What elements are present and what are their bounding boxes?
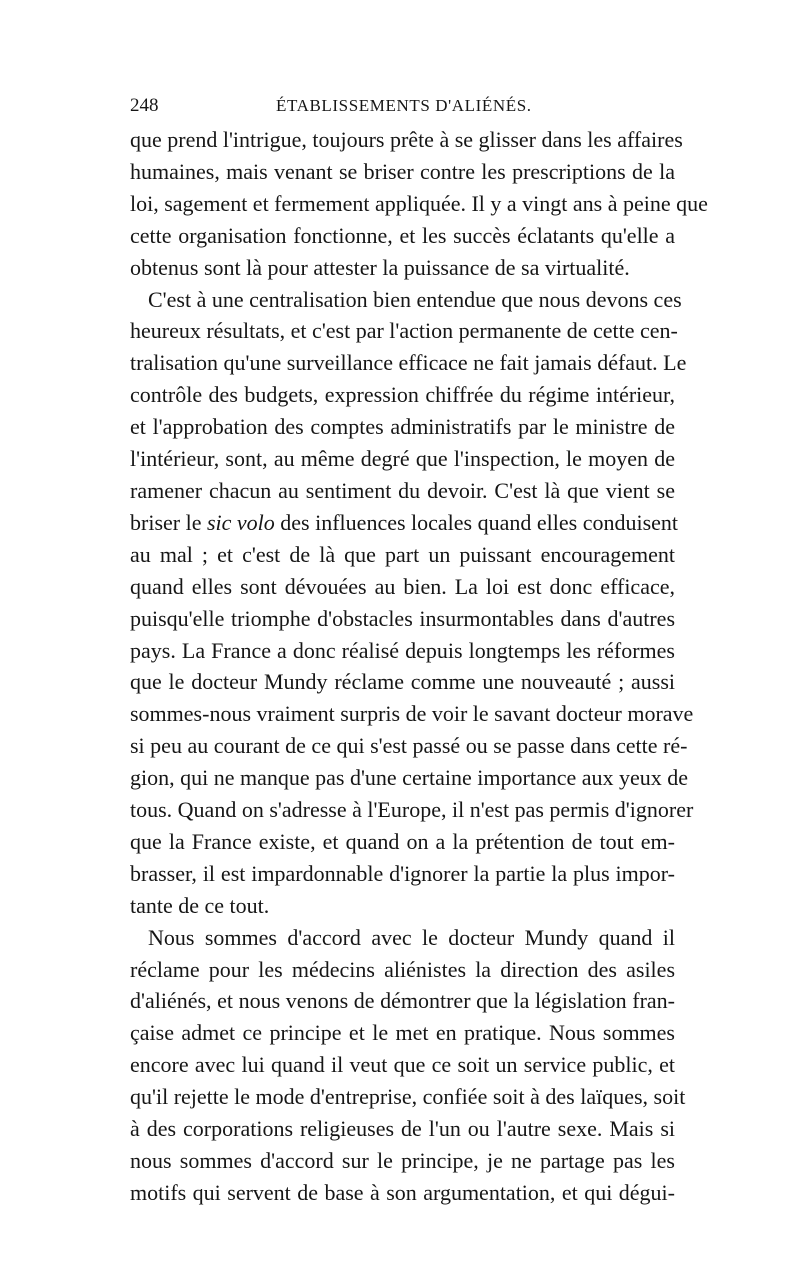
- body-text: [130, 124, 708, 1209]
- text-line: sommes-nous vraiment surpris de voir le savant docteur morave: [130, 701, 694, 727]
- paragraph-2: [130, 284, 694, 922]
- text-line: heureux résultats, et c'est par l'action permanente de cette cen-: [130, 318, 678, 344]
- text-line: C'est à une centralisation bien entendue que nous devons ces: [148, 286, 682, 312]
- text-line: pays. La France a donc réalisé depuis longtemps les réformes: [130, 637, 675, 663]
- text-segment: des influences locales quand elles conduisent: [274, 509, 679, 535]
- running-header: [130, 88, 675, 124]
- text-line-with-italic: [130, 507, 679, 539]
- paragraph-3: [130, 922, 686, 1209]
- text-line: quand elles sont dévouées au bien. La loi est donc efficace,: [130, 573, 675, 599]
- text-line: loi, sagement et fermement appliquée. Il y a vingt ans à peine que: [130, 190, 708, 216]
- text-line: réclame pour les médecins aliénistes la direction des asiles: [130, 956, 675, 982]
- text-line: motifs qui servent de base à son argumentation, et qui dégui-: [130, 1179, 675, 1205]
- running-title: ÉTABLISSEMENTS D'ALIÉNÉS.: [276, 96, 532, 115]
- text-line: obtenus sont là pour attester la puissance de sa virtualité.: [130, 254, 630, 280]
- text-line: nous sommes d'accord sur le principe, je ne partage pas les: [130, 1148, 675, 1173]
- text-line: que la France existe, et quand on a la prétention de tout em-: [130, 828, 675, 854]
- text-line: tante de ce tout.: [130, 892, 270, 918]
- text-line: puisqu'elle triomphe d'obstacles insurmontables dans d'autres: [130, 605, 675, 631]
- text-line: contrôle des budgets, expression chiffrée du régime intérieur,: [130, 382, 675, 408]
- text-line: encore avec lui quand il veut que ce soit un service public, et: [130, 1052, 675, 1078]
- text-line: brasser, il est impardonnable d'ignorer la partie la plus impor-: [130, 860, 675, 886]
- text-line: tralisation qu'une surveillance efficace ne fait jamais défaut. Le: [130, 350, 687, 376]
- text-line: à des corporations religieuses de l'un ou l'autre sexe. Mais si: [130, 1116, 675, 1142]
- page-number: 248: [130, 95, 159, 116]
- text-line: cette organisation fonctionne, et les succès éclatants qu'elle a: [130, 222, 675, 248]
- text-line: si peu au courant de ce qui s'est passé ou se passe dans cette ré-: [130, 733, 688, 759]
- paragraph-1: [130, 124, 708, 284]
- text-line: et l'approbation des comptes administratifs par le ministre de: [130, 414, 675, 440]
- text-line: au mal ; et c'est de là que part un puissant encouragement: [130, 541, 675, 567]
- text-line: gion, qui ne manque pas d'une certaine importance aux yeux de: [130, 765, 689, 791]
- text-line: l'intérieur, sont, au même degré que l'inspection, le moyen de: [130, 446, 675, 472]
- text-line: que le docteur Mundy réclame comme une nouveauté ; aussi: [130, 669, 675, 695]
- text-line: tous. Quand on s'adresse à l'Europe, il n'est pas permis d'ignorer: [130, 797, 694, 823]
- book-page: [130, 88, 708, 1209]
- text-segment: briser le: [130, 509, 207, 535]
- text-line: qu'il rejette le mode d'entreprise, confiée soit à des laïques, soit: [130, 1084, 686, 1110]
- italic-phrase-sic-volo: sic volo: [206, 509, 275, 535]
- text-line: d'aliénés, et nous venons de démontrer que la législation fran-: [130, 988, 675, 1014]
- text-line: çaise admet ce principe et le met en pratique. Nous sommes: [130, 1020, 675, 1046]
- text-line: Nous sommes d'accord avec le docteur Mundy quand il: [148, 924, 675, 950]
- text-line: que prend l'intrigue, toujours prête à se glisser dans les affaires: [130, 127, 683, 152]
- text-line: ramener chacun au sentiment du devoir. C'est là que vient se: [130, 477, 675, 503]
- text-line: humaines, mais venant se briser contre les prescriptions de la: [130, 158, 675, 184]
